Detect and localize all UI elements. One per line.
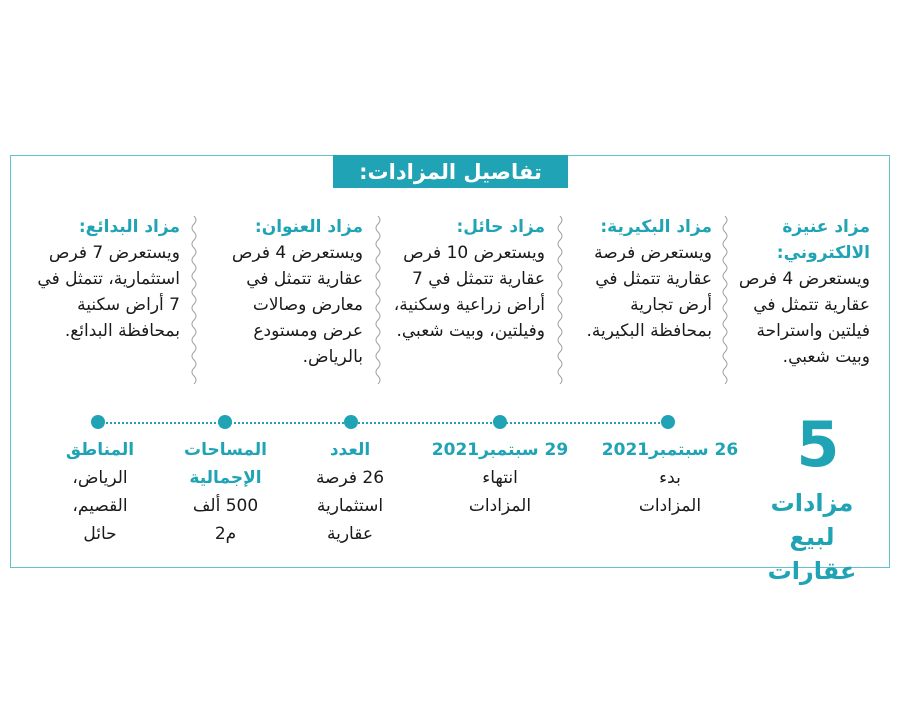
timeline-end <box>425 436 575 520</box>
auction-count-label: مزادات لبيع عقارات <box>767 489 857 585</box>
auction-title: مزاد العنوان: <box>254 217 363 237</box>
timeline-dot <box>218 415 232 429</box>
wavy-divider <box>556 216 564 384</box>
auction-albadaie <box>30 214 180 344</box>
auction-body: ويستعرض 10 فرص عقارية تتمثل في 7 أراض زراعية وسكنية، وفيلتين، وبيت شعبي. <box>393 243 545 341</box>
timeline-body: انتهاء المزادات <box>468 468 532 516</box>
timeline-area <box>178 436 273 548</box>
timeline-count <box>300 436 400 548</box>
timeline-start <box>595 436 745 520</box>
timeline-dot <box>493 415 507 429</box>
auction-title: مزاد البكيرية: <box>600 217 712 237</box>
auction-title: مزاد البدائع: <box>78 217 180 237</box>
auction-hail <box>390 214 545 344</box>
auction-body: ويستعرض فرصة عقارية تتمثل في أرض تجارية بمحافظة البكيرية. <box>586 243 712 341</box>
timeline-dot <box>661 415 675 429</box>
auction-body: ويستعرض 7 فرص استثمارية، تتمثل في 7 أراض سكنية بمحافظة البدائع. <box>37 243 180 341</box>
timeline-dot <box>91 415 105 429</box>
wavy-divider <box>374 216 382 384</box>
wavy-divider <box>721 216 729 384</box>
auction-unaizah <box>730 214 870 370</box>
timeline-body: 26 فرصة استثمارية عقارية <box>315 468 385 544</box>
auction-body: ويستعرض 4 فرص عقارية تتمثل في معارض وصالات عرض ومستودع بالرياض. <box>231 243 363 367</box>
auction-title: مزاد حائل: <box>456 217 545 237</box>
timeline-dot <box>344 415 358 429</box>
timeline-title: المساحات الإجمالية <box>183 440 267 488</box>
timeline-body: الرياض، القصيم، حائل <box>72 468 128 544</box>
timeline-title: العدد <box>329 440 371 460</box>
timeline-title: 29 سبتمبر2021 <box>431 440 569 460</box>
timeline-title: 26 سبتمبر2021 <box>601 440 739 460</box>
timeline-title: المناطق <box>65 440 135 460</box>
wavy-divider <box>190 216 198 384</box>
timeline-regions <box>55 436 145 548</box>
timeline-line <box>98 422 668 424</box>
auction-bukayriyah <box>572 214 712 344</box>
auction-body: ويستعرض 4 فرص عقارية تتمثل في فيلتين واستراحة وبيت شعبي. <box>738 269 870 367</box>
auction-alanwan <box>208 214 363 370</box>
section-title: تفاصيل المزادات: <box>333 155 568 188</box>
timeline-body: بدء المزادات <box>638 468 702 516</box>
auction-title: مزاد عنيزة الالكتروني: <box>776 217 870 263</box>
timeline-body: 500 ألف م2 <box>192 496 259 544</box>
auction-count: 5 <box>796 408 840 481</box>
